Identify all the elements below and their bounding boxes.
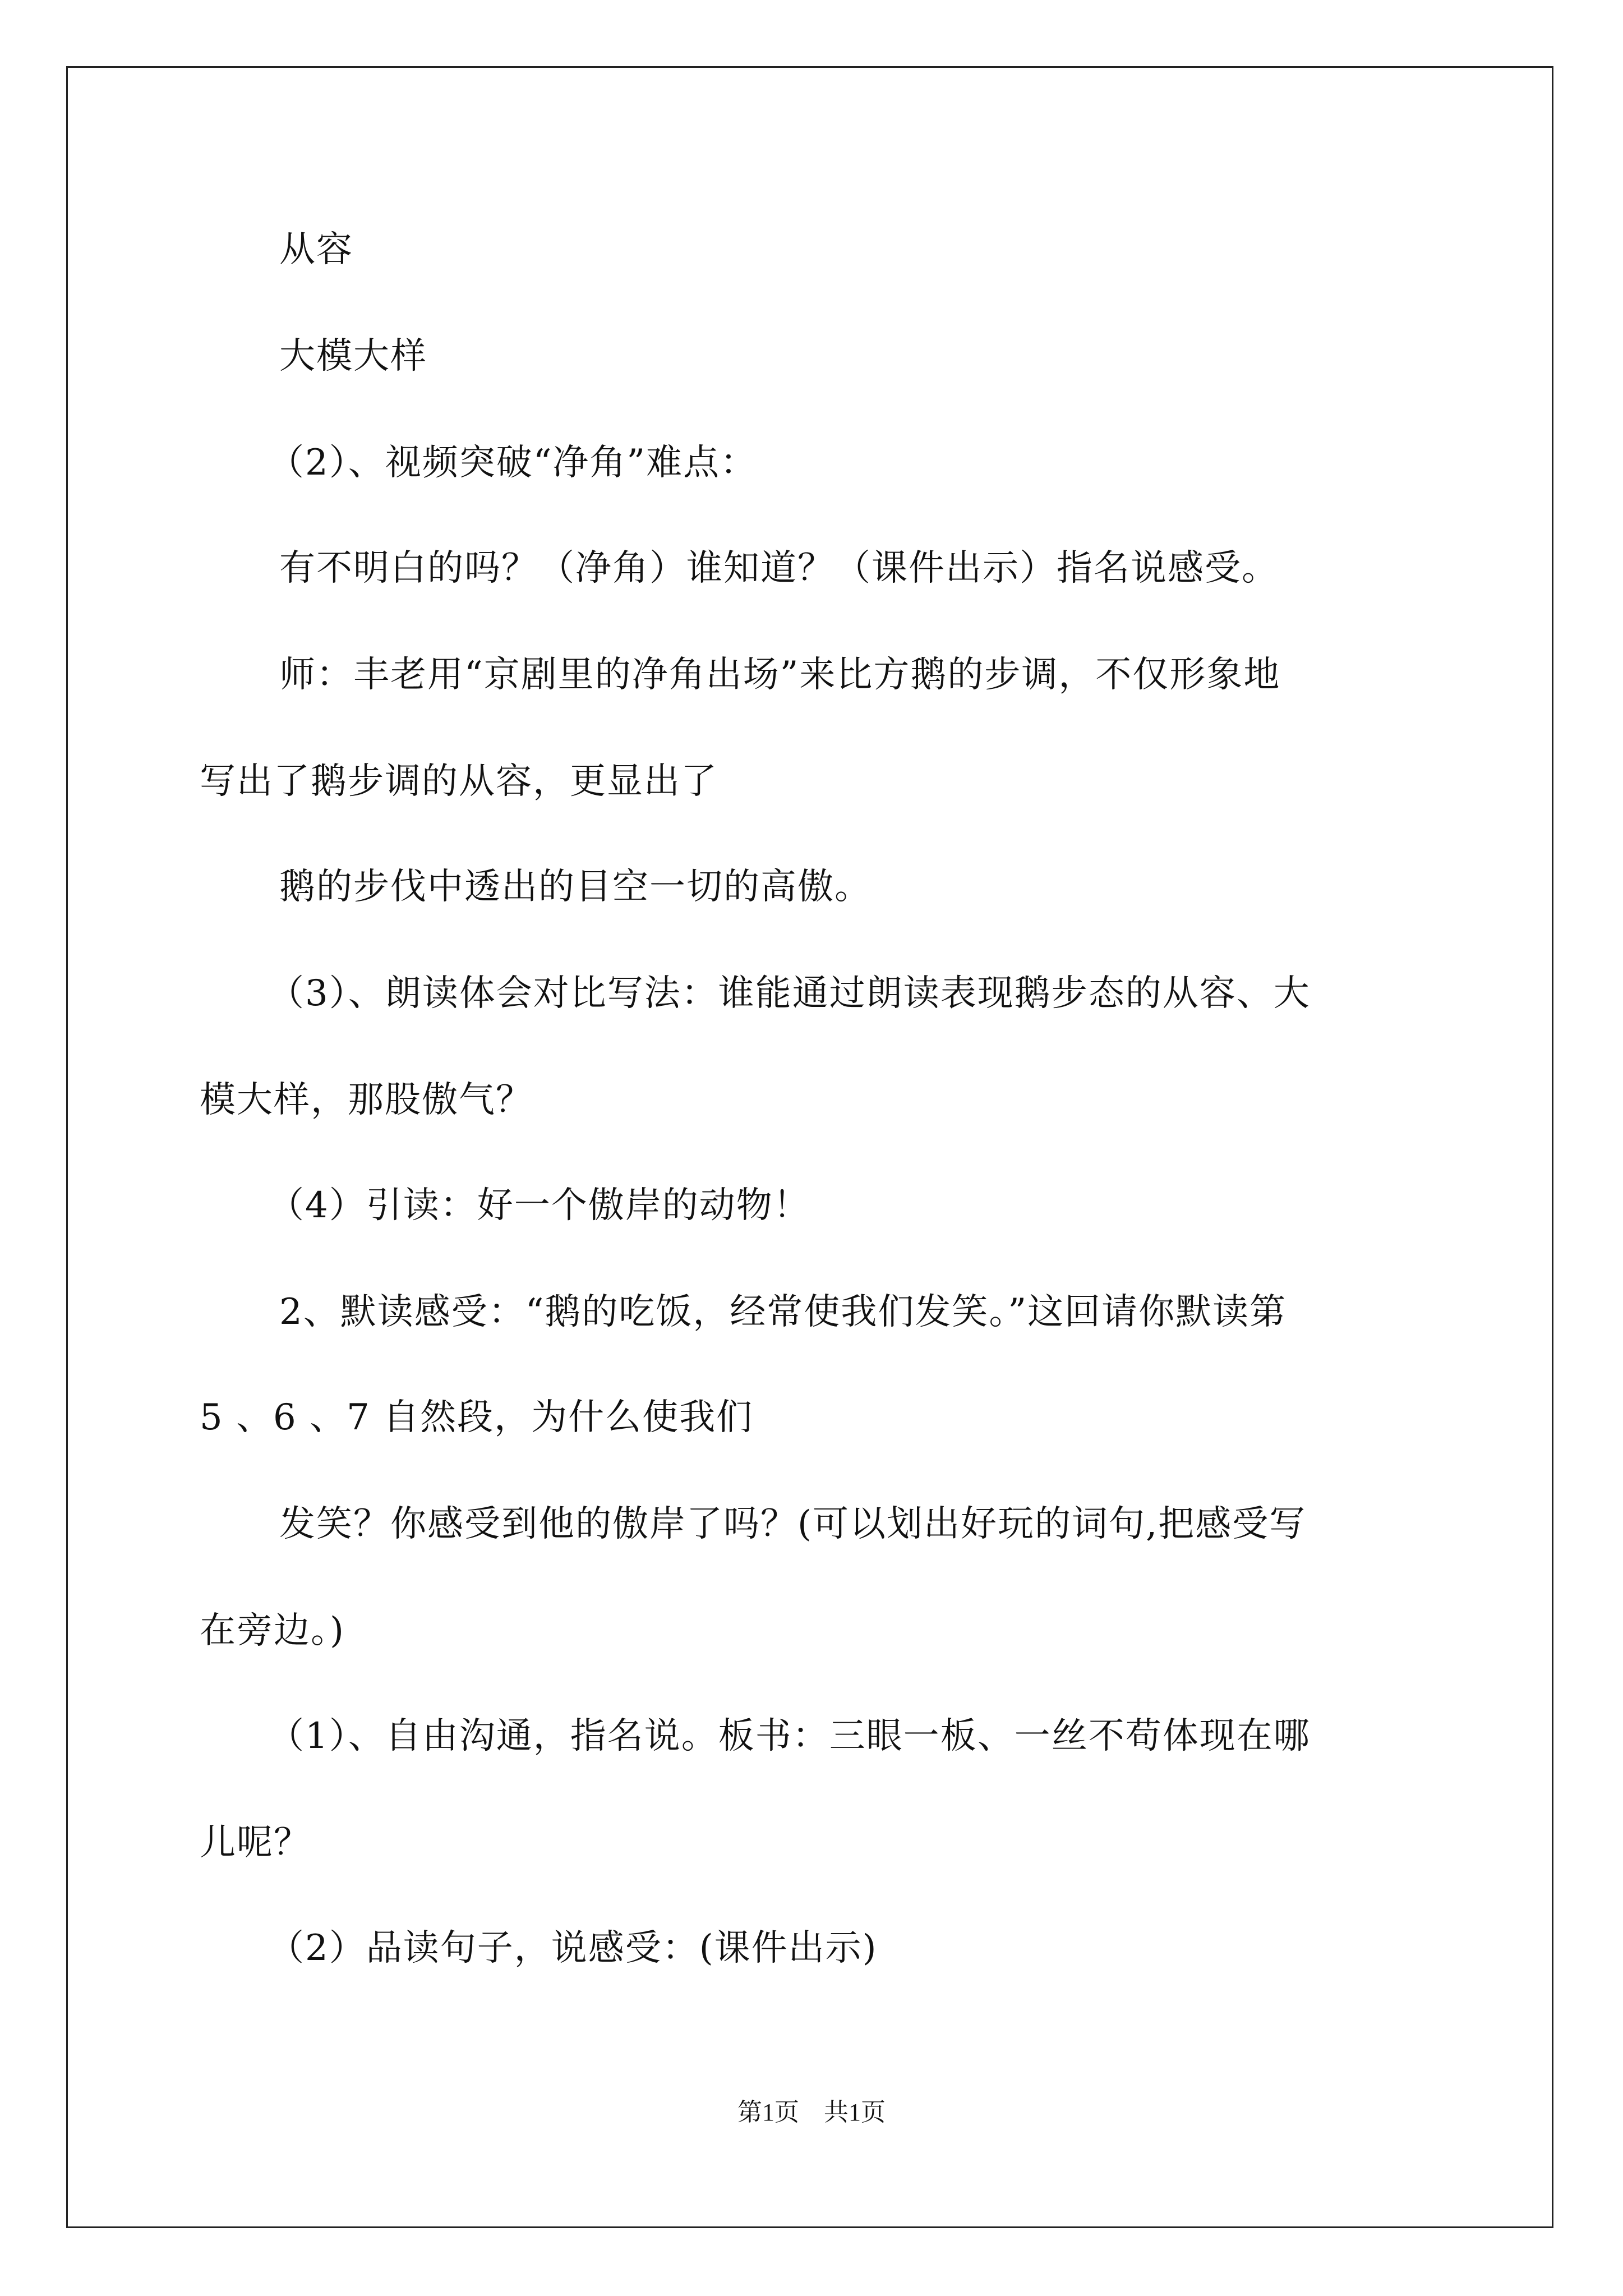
- page-border: [66, 66, 1553, 2228]
- text-line: （4）引读：好一个傲岸的动物！: [268, 1185, 810, 1226]
- text-line: 大模大样: [279, 335, 427, 377]
- text-line: 在旁边。): [200, 1610, 345, 1651]
- text-line: 模大样，那股傲气？: [200, 1079, 533, 1121]
- text-line: 有不明白的吗？（净角）谁知道？（课件出示）指名说感受。: [279, 547, 1279, 589]
- text-line: 发笑？你感受到他的傲岸了吗？(可以划出好玩的词句,把感受写: [279, 1503, 1307, 1545]
- text-line: （2）品读句子，说感受：(课件出示): [268, 1927, 878, 1969]
- text-line: （1）、自由沟通，指名说。板书：三眼一板、一丝不苟体现在哪: [268, 1715, 1311, 1757]
- text-line: 写出了鹅步调的从容，更显出了: [200, 761, 718, 802]
- text-line: 从容: [279, 229, 353, 270]
- text-line: 2、默读感受：“鹅的吃饭，经常使我们发笑。”这回请你默读第: [279, 1291, 1287, 1333]
- text-line: 师：丰老用“京剧里的净角出场”来比方鹅的步调，不仅形象地: [279, 654, 1281, 696]
- text-line: 鹅的步伐中透出的目空一切的高傲。: [279, 866, 872, 908]
- page-footer: 第1页 共1页: [737, 2099, 886, 2126]
- text-line: （3）、朗读体会对比写法：谁能通过朗读表现鹅步态的从容、大: [268, 973, 1311, 1014]
- text-line: 儿呢？: [200, 1822, 311, 1864]
- text-line: 5 、6 、7 自然段，为什么使我们: [200, 1397, 754, 1438]
- text-line: （2）、视频突破“净角”难点：: [268, 442, 758, 484]
